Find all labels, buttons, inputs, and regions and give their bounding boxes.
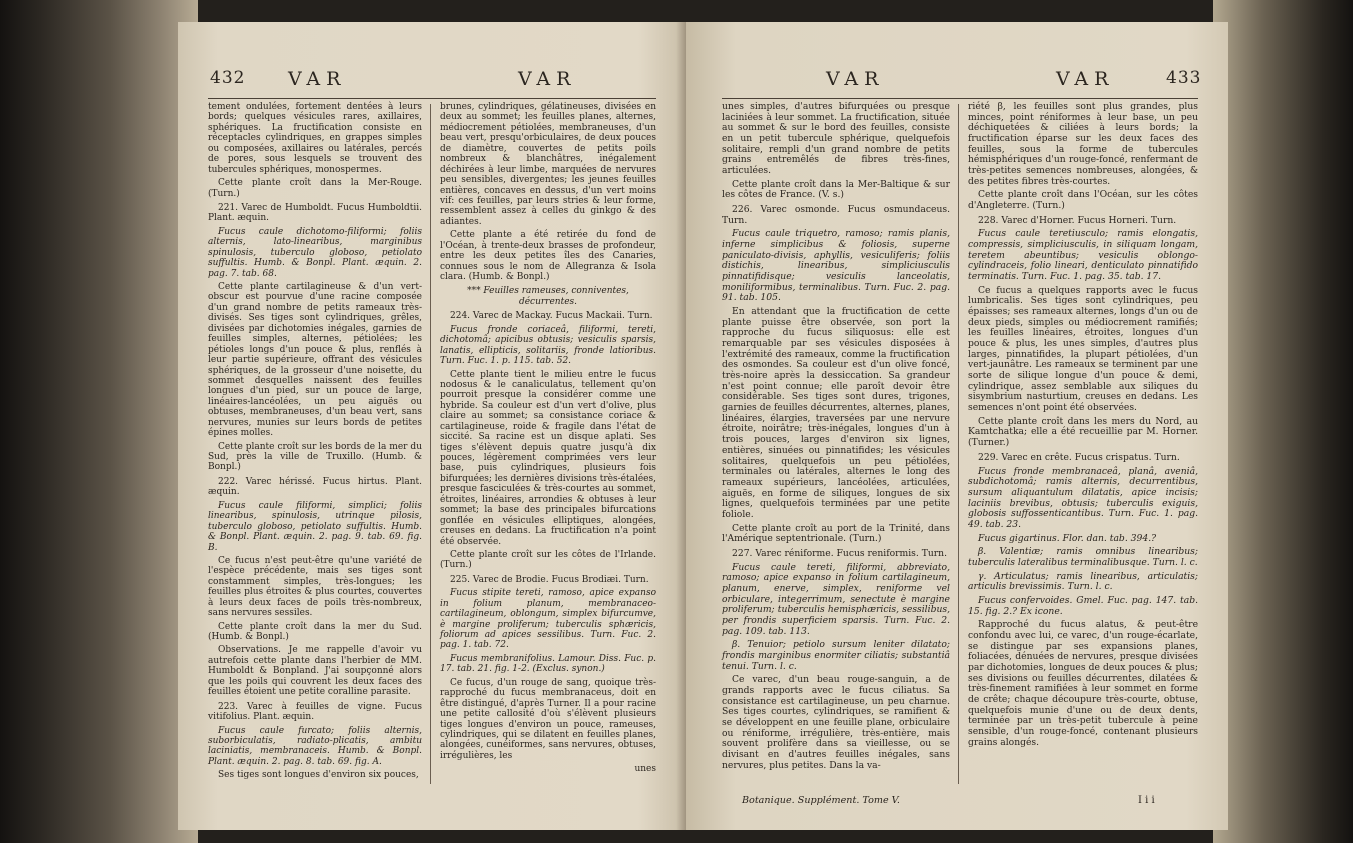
paragraph: Cette plante croît dans les mers du Nord, au Kamtchatka; elle a été recueillie par M. Horner. (Turner.) bbox=[968, 415, 1198, 449]
entry-heading: 221. Varec de Humboldt. Fucus Humboldtii. Plant. æquin. bbox=[208, 202, 422, 224]
paragraph: Cette plante croît sur les bords de la mer du Sud, près la ville de Truxillo. (Humb. & Bonpl.) bbox=[208, 441, 422, 473]
left-column-divider bbox=[430, 104, 431, 784]
variety-description: β. Valentiæ; ramis omnibus linearibus; tuberculis lateralibus terminalibusque. Turn. l. c. bbox=[968, 546, 1198, 568]
paragraph: Ce fucus a quelques rapports avec le fucus lumbricalis. Ses tiges sont cylindriques, peu épaisses; ses rameaux alternes, longs d'un ou de deux pieds, simples ou médiocrement ramifiés; les feuilles linéaires, étroites, longues d'un pouce & plus, les unes simples, d'autres plus larges, pinnatifides, la plupart pétiolées, d'un vert-jaunâtre. Les rameaux se terminent par une sorte de silique longue d'un pouce & demi, cylindrique, assez semblable aux siliques du sisymbrium nasturtium, creuses en dedans. Les semences n'ont point été observées. bbox=[968, 284, 1198, 414]
entry-heading: 223. Varec à feuilles de vigne. Fucus vitifolius. Plant. æquin. bbox=[208, 701, 422, 723]
paragraph: Rapproché du fucus alatus, & peut-être confondu avec lui, ce varec, d'un rouge-écarlate, se distingue par ses expansions planes, foliacées, dénuées de nervures, presque divisées par dichotomies, longues de deux pouces & plus; ses divisions ou feuilles décurrentes, dilatées & très-finement ramifiées à leur sommet en forme de crête; chaque découpure très-courte, obtuse, quelquefois munie d'une ou de deux dents, terminée par un très-petit tubercule à peine sensible, d'un rouge-foncé, contenant plusieurs grains alongés. bbox=[968, 619, 1198, 748]
paragraph: Ce fucus n'est peut-être qu'une variété de l'espèce précédente, mais ses tiges sont constamment simples, très-longues; les feuilles plus étroites & plus courtes, couvertes à leurs deux faces de poils très-nombreux, sans nervures sessiles. bbox=[208, 555, 422, 619]
left-column-1 bbox=[208, 102, 422, 784]
entry-heading: 227. Varec réniforme. Fucus reniformis. Turn. bbox=[732, 547, 948, 559]
latin-description: Fucus fronde membranaceâ, planâ, aveniâ, subdichotomâ; ramis alternis, decurrentibus, sursum aliquantulum dilatatis, apice incisis; laciniis brevibus, obtusis; tuberculis exiguis, globosis suffossenticantibus. Turn. Fuc. 1. pag. 49. tab. 23. bbox=[968, 465, 1198, 530]
entry-heading: 224. Varec de Mackay. Fucus Mackaii. Turn. bbox=[450, 311, 653, 322]
variety-description: β. Tenuior; petiolo sursum leniter dilatato; frondis marginibus enormiter ciliatis; substantiâ tenui. Turn. l. c. bbox=[722, 639, 950, 672]
paragraph: tement ondulées, fortement dentées à leurs bords; quelques vésicules rares, axillaires, sphériques. La fructification consiste en réceptacles cylindriques, en grappes simples ou composées, axillaires ou latérales, percés de pores, sous lesquels se trouvent des tubercules sphériques, monospermes. bbox=[208, 102, 422, 175]
latin-description: Fucus caule tereti, filiformi, abbreviato, ramoso; apice expanso in folium cartilagineum, planum, enerve, simplex, reniforme vel orbiculare, integerrimum, senectute è margine proliferum; tuberculis hemisphæricis, sessilibus, per frondis superficiem sparsis. Turn. Fuc. 2. pag. 109. tab. 113. bbox=[722, 561, 950, 637]
entry-heading: 222. Varec hérissé. Fucus hirtus. Plant. æquin. bbox=[208, 476, 422, 498]
latin-description: Fucus caule filiformi, simplici; foliis linearibus, spinulosis, utrinque pilosis, tuberculo globoso, petiolato suffultis. Humb. & Bonpl. Plant. æquin. 2. pag. 9. tab. 69. fig. B. bbox=[208, 500, 422, 553]
paragraph: En attendant que la fructification de cette plante puisse être observée, son port la rapproche du fucus siliquosus: elle est remarquable par ses vésicules disposées à l'extrémité des rameaux, comme la fructification des osmondes. Sa couleur est d'un olive foncé, très-noire après la dessiccation. Sa grandeur n'est point connue; elle paroît devoir être considérable. Ses tiges sont dures, trigones, garnies de feuilles décurrentes, alternes, planes, linéaires, élargies, traversées par une nervure étroite, noirâtre; très-inégales, longues d'un à trois pouces, larges d'environ six lignes, entières, sinuées ou pinnatifides; les vésicules solitaires, quelquefois un peu pétiolées, terminales ou latérales, alternes le long des rameaux supérieurs, lancéolées, articulées, aiguës, en forme de siliques, longues de six lignes, quelquefois terminées par une petite foliole. bbox=[722, 306, 950, 520]
right-header-col2: VAR bbox=[1056, 68, 1115, 90]
synonym: Fucus membranifolius. Lamour. Diss. Fuc. p. 17. tab. 21. fig. 1-2. (Exclus. synon.) bbox=[440, 653, 656, 675]
paragraph: Cette plante croît dans la mer du Sud. (Humb. & Bonpl.) bbox=[208, 621, 422, 642]
latin-description: Fucus stipite tereti, ramoso, apice expanso in folium planum, membranaceo-cartilagineum, oblongum, simplex bifurcumve, è margine proliferum; tuberculis sphæricis, foliorum ad apices sessilibus. Turn. Fuc. 2. pag. 1. tab. 72. bbox=[440, 588, 656, 651]
left-header-rule bbox=[208, 98, 656, 99]
paragraph: Cette plante croît au port de la Trinité, dans l'Amérique septentrionale. (Turn.) bbox=[722, 522, 950, 545]
right-page bbox=[686, 22, 1228, 830]
paragraph: Cette plante cartilagineuse & d'un vert-obscur est pourvue d'une racine composée d'un grand nombre de petits rameaux très-divisés. Ses tiges sont cylindriques, grêles, divisées par dichotomies inégales, garnies de feuilles simples, alternes, pétiolées; les pétioles longs d'un pouce & plus, renflés à leur partie supérieure, offrant des vésicules sphériques, de la grosseur d'une noisette, du sommet desquelles naissent des feuilles longues d'un pied, sur un pouce de large, linéaires-lancéolées, un peu aiguës ou obtuses, membraneuses, d'un beau vert, sans nervures, munies sur leurs bords de petites épines molles. bbox=[208, 282, 422, 439]
variety-description: γ. Articulatus; ramis linearibus, articulatis; articulis brevissimis. Turn. l. c. bbox=[968, 570, 1198, 593]
page-footer: Botanique. Supplément. Tome V. bbox=[742, 795, 900, 806]
paragraph: Ses tiges sont longues d'environ six pouces, bbox=[218, 770, 419, 781]
paragraph: Cette plante croît dans la Mer-Rouge. (Turn.) bbox=[208, 178, 422, 199]
synonym: Fucus confervoides. Gmel. Fuc. pag. 147. tab. 15. fig. 2.? Ex icone. bbox=[968, 594, 1198, 617]
right-header-rule bbox=[722, 98, 1198, 99]
entry-heading: 228. Varec d'Horner. Fucus Horneri. Turn. bbox=[978, 214, 1177, 226]
entry-heading: 225. Varec de Brodie. Fucus Brodiæi. Turn. bbox=[450, 574, 649, 585]
left-header-col1: VAR bbox=[288, 68, 347, 90]
section-heading: *** Feuilles rameuses, conniventes, décurrentes. bbox=[467, 286, 629, 307]
left-header-col2: VAR bbox=[518, 68, 577, 90]
latin-description: Fucus fronde coriaceâ, filiformi, tereti, dichotomâ; apicibus obtusis; vesiculis sparsis, lanatis, ellipticis, solitariis, fronde latioribus. Turn. Fuc. 1. p. 115. tab. 52. bbox=[440, 324, 656, 367]
signature-mark: I i i bbox=[1138, 795, 1155, 806]
entry-heading: 229. Varec en crête. Fucus crispatus. Turn. bbox=[978, 451, 1180, 463]
paragraph: Observations. Je me rappelle d'avoir vu autrefois cette plante dans l'herbier de MM. Humboldt & Bonpland. J'ai soupçonné alors que les poils qui couvrent les deux faces des feuilles étoient une petite coralline parasite. bbox=[208, 645, 422, 698]
paragraph: brunes, cylindriques, gélatineuses, divisées en deux au sommet; les feuilles planes, alternes, médiocrement pétiolées, membraneuses, d'un beau vert, presqu'orbiculaires, de deux pouces de diamètre, couvertes de petits poils nombreux & blanchâtres, inégalement déchirées à leur limbe, marquées de nervures peu sensibles, divergentes; les jeunes feuilles entières, concaves en dessus, d'un vert moins vif: ces feuilles, par leurs stries & leur forme, ressemblent assez à celles du ginkgo & des adiantes. bbox=[440, 102, 656, 227]
paragraph: Ce varec, d'un beau rouge-sanguin, a de grands rapports avec le fucus ciliatus. Sa consistance est cartilagineuse, un peu charnue. Ses tiges courtes, cylindriques, se ramifient & se développent en une feuille plane, orbiculaire ou réniforme, irrégulière, très-entière, mais souvent prolifère dans sa vieillesse, ou se divisant en d'autres feuilles inégales, sans nervures, plus petites. Dans la va- bbox=[722, 674, 950, 771]
right-page-number: 433 bbox=[1166, 68, 1202, 88]
left-page-edges bbox=[0, 0, 198, 843]
paragraph: Cette plante croît dans l'Océan, sur les côtes d'Angleterre. (Turn.) bbox=[968, 189, 1198, 212]
entry-heading: 226. Varec osmonde. Fucus osmundaceus. Turn. bbox=[722, 204, 950, 226]
paragraph: unes simples, d'autres bifurquées ou presque laciniées à leur sommet. La fructification, située au sommet & sur le bord des feuilles, consiste en un petit tubercule sphérique, quelquefois solitaire, rempli d'un grand nombre de petits grains entremêlés de fibres très-fines, articulées. bbox=[722, 101, 950, 177]
catchword: unes bbox=[634, 764, 656, 775]
paragraph: Cette plante croît sur les côtes de l'Irlande. (Turn.) bbox=[440, 549, 656, 571]
right-column-divider bbox=[958, 104, 959, 784]
latin-description: Fucus caule furcato; foliis alternis, suborbiculatis, radiato-plicatis, ambitu laciniatis, membranaceis. Humb. & Bonpl. Plant. æquin. 2. pag. 8. tab. 69. fig. A. bbox=[208, 725, 422, 767]
left-page-number: 432 bbox=[210, 68, 246, 88]
right-column-2 bbox=[968, 102, 1198, 751]
synonym: Fucus gigartinus. Flor. dan. tab. 394.? bbox=[978, 532, 1157, 544]
paragraph: Cette plante tient le milieu entre le fucus nodosus & le canaliculatus, tellement qu'on pourroit presque la considérer comme une hybride. Sa couleur est d'un vert d'olive, plus claire au sommet; sa consistance coriace & cartilagineuse, roide & fragile dans l'état de siccité. Sa racine est un disque aplati. Ses tiges s'élèvent depuis quatre jusqu'à dix pouces, légèrement comprimées vers leur base, puis cylindriques, plusieurs fois bifurquées; les dernières divisions très-étalées, presque fasciculées & très-courtes au sommet, étroites, linéaires, arrondies & obtuses à leur sommet; la base des principales bifurcations gonflée en vésicules elliptiques, alongées, creuses en dedans. La fructification n'a point été observée. bbox=[440, 369, 656, 547]
left-page bbox=[178, 22, 686, 830]
latin-description: Fucus caule triquetro, ramoso; ramis planis, inferne simplicibus & foliosis, superne paniculato-divisis, aphyllis, vesiculiferis; foliis distichis, linearibus, simpliciusculis pinnatifidisque; vesiculis lanceolatis, moniliformibus, terminalibus. Turn. Fuc. 2. pag. 91. tab. 105. bbox=[722, 228, 950, 304]
paragraph: Ce fucus, d'un rouge de sang, quoique très-rapproché du fucus membranaceus, doit en être distingué, d'après Turner. Il a pour racine une petite callosité d'où s'élèvent plusieurs tiges longues d'environ un pouce, rameuses, cylindriques, qui se dilatent en feuilles planes, alongées, cunéiformes, sans nervures, obtuses, irrégulières, les bbox=[440, 677, 656, 761]
right-column-1 bbox=[722, 102, 950, 774]
latin-description: Fucus caule dichotomo-filiformi; foliis alternis, lato-linearibus, marginibus spinulosis, tuberculo globoso, petiolato suffultis. Humb. & Bonpl. Plant. æquin. 2. pag. 7. tab. 68. bbox=[208, 226, 422, 279]
paragraph: Cette plante a été retirée du fond de l'Océan, à trente-deux brasses de profondeur, entre les deux petites îles des Canaries, connues sous le nom de Allegranza & Isola clara. (Humb. & Bonpl.) bbox=[440, 230, 656, 282]
left-column-2 bbox=[440, 102, 656, 778]
right-page-edges bbox=[1213, 0, 1353, 843]
paragraph: riété β, les feuilles sont plus grandes, plus minces, point réniformes à leur base, un peu déchiquetées & ciliées à leurs bords; la fructification éparse sur les deux faces des feuilles, sous la forme de tubercules hémisphériques d'un rouge-foncé, renfermant de très-petites semences nombreuses, alongées, & des petites fibres très-courtes. bbox=[968, 101, 1198, 187]
latin-description: Fucus caule teretiusculo; ramis elongatis, compressis, simpliciusculis, in siliquam longam, teretem abeuntibus; vesiculis oblongo-cylindraceis, folio lineari, denticulato pinnatifido terminatis. Turn. Fuc. 1. pag. 35. tab. 17. bbox=[968, 228, 1198, 283]
right-header-col1: VAR bbox=[826, 68, 885, 90]
paragraph: Cette plante croît dans la Mer-Baltique & sur les côtes de France. (V. s.) bbox=[722, 178, 950, 201]
